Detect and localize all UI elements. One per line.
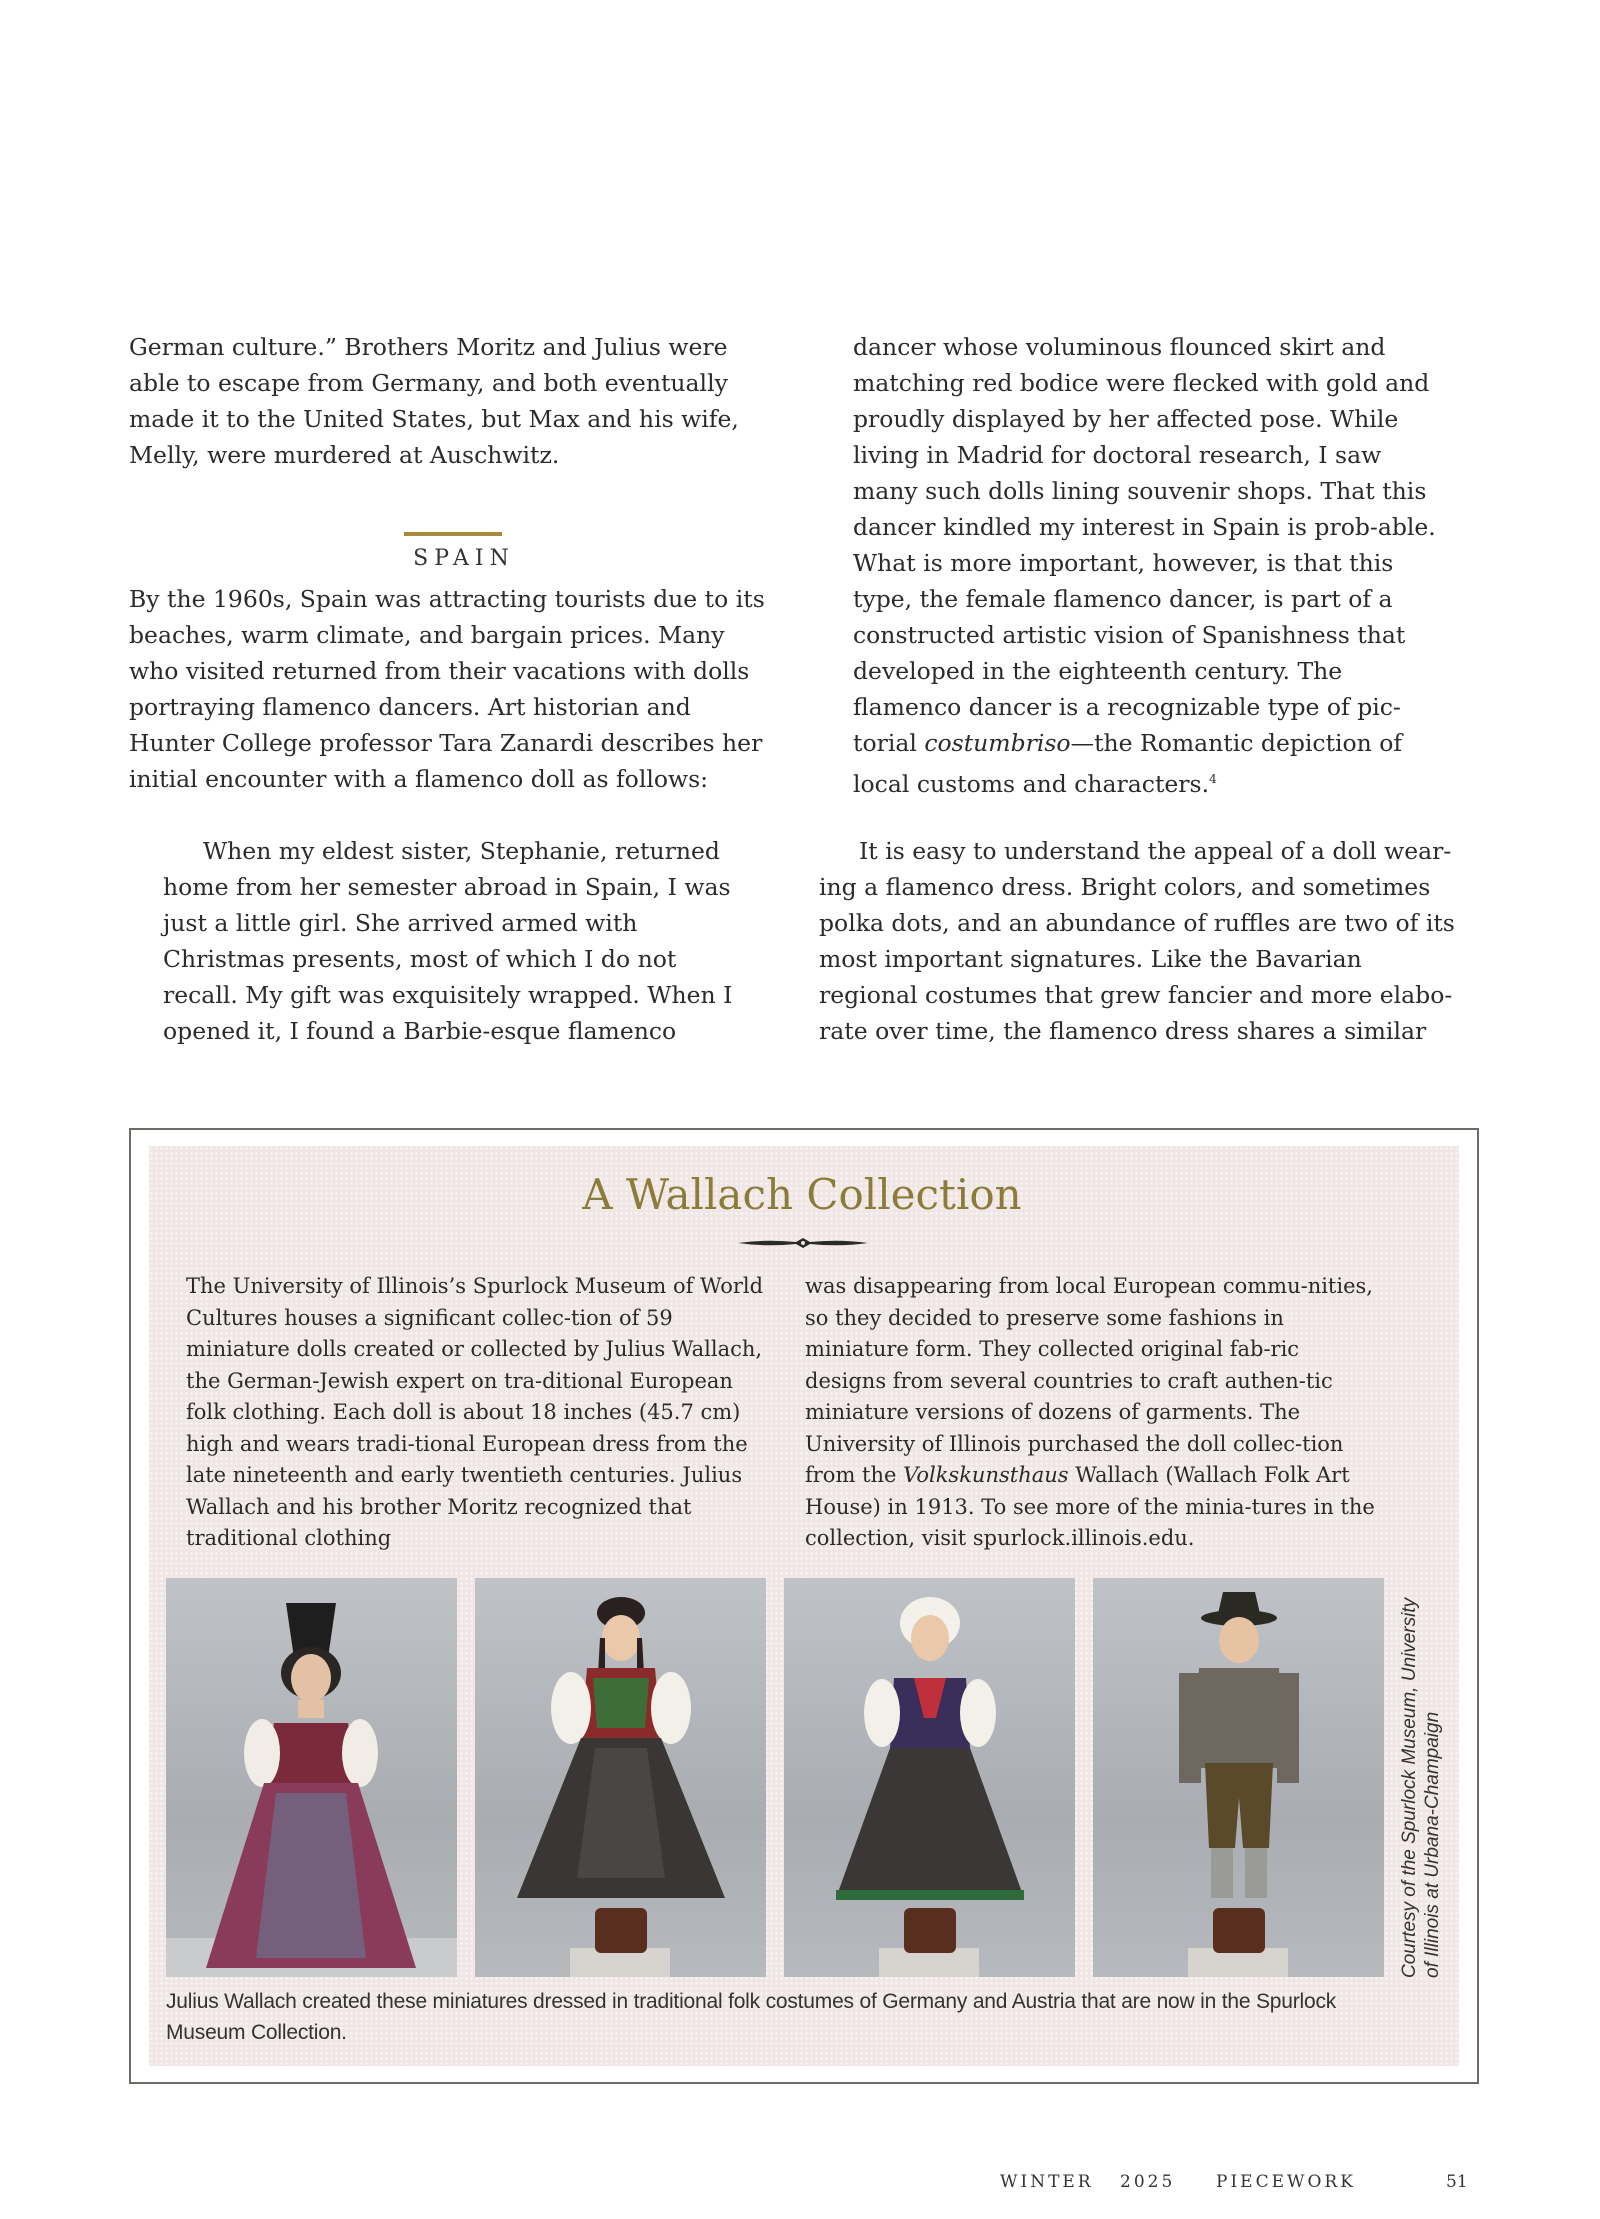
ornament-divider-icon (736, 1236, 870, 1250)
block-quote (163, 833, 743, 1049)
photo-caption: Julius Wallach created these miniatures dressed in traditional folk costumes of Germany and Austria that are now in the Spurlock Museum Collection. (166, 1990, 1337, 2044)
photo-credit (1398, 1598, 1444, 1978)
doll-figure-1-icon (166, 1578, 457, 1977)
quote-zanardi: When my eldest sister, Stephanie, returned home from her semester abroad in Spain, I was just a little girl. She arrived armed with Christmas presents, most of which I do not recall. My gift was exquisitely wrapped. When I opened it, I found a Barbie-esque flamenco (163, 837, 733, 1045)
footer-magazine: PIECEWORK (1216, 2172, 1356, 2192)
photo-credit-line1: Courtesy of the Spurlock Museum, University (1399, 1597, 1420, 1978)
section-heading-spain: SPAIN (413, 546, 515, 571)
doll-figure-4-icon (1093, 1578, 1384, 1977)
quote-italic-term: costumbriso (924, 729, 1071, 757)
doll-figure-3-icon (784, 1578, 1075, 1977)
paragraph-german-culture: German culture.” Brothers Moritz and Julius were able to escape from Germany, and both eventually made it to the United States, but Max and his wife, Melly, were murdered at Auschwitz. (129, 333, 739, 469)
right-column-flamenco (819, 833, 1459, 1049)
quote-continued-text: dancer whose voluminous flounced skirt and matching red bodice were flecked with gold and proudly displayed by her affected pose. While living in Madrid for doctoral research, I saw many such dolls lining souvenir shops. That this dancer kindled my interest in Spain is prob-able. What is more important, however, is that this type, the female flamenco dancer, is part of a constructed artistic vision of Spanishness that developed in the eighteenth century. The flamenco dancer is a recognizable type of pic-torial (853, 333, 1436, 757)
doll-photo-2 (475, 1578, 766, 1977)
section-rule (404, 532, 502, 536)
footer-year: 2025 (1120, 2172, 1176, 2192)
doll-photo-4 (1093, 1578, 1384, 1977)
left-column-spain (129, 581, 769, 797)
sidebar-title: A Wallach Collection (582, 1170, 1022, 1219)
paragraph-flamenco-appeal: It is easy to understand the appeal of a doll wear-ing a flamenco dress. Bright colors, and sometimes polka dots, and an abundance of ruffles are two of its most important signatures. Like the Bavarian regional costumes that grew fancier and more elabo-rate over time, the flamenco dress shares a similar (819, 837, 1455, 1045)
sidebar-paragraph-preserve (805, 1271, 1375, 1555)
sidebar-right-text-a: was disappearing from local European commu-nities, so they decided to preserve some fashions in miniature form. They collected original fab-ric designs from several countries to craft authen-tic miniature versions of dozens of garments. The University of Illinois purchased the doll collec-tion from the (805, 1274, 1373, 1487)
doll-photo-3 (784, 1578, 1075, 1977)
right-column-quote (853, 329, 1453, 802)
quote-continued (853, 329, 1453, 802)
quote-continued-end: —the Romantic depiction of local customs and characters. (853, 729, 1403, 798)
doll-figure-2-icon (475, 1578, 766, 1977)
footer-season: WINTER (1000, 2172, 1094, 2192)
left-column (129, 329, 754, 473)
sidebar-right-text (805, 1271, 1375, 1555)
sidebar-left-text (186, 1271, 766, 1555)
page-number: 51 (1446, 2172, 1468, 2192)
sidebar-italic-term: Volkskunsthaus (903, 1463, 1069, 1487)
photo-credit-line2: of Illinois at Urbana-Champaign (1422, 1711, 1443, 1978)
sidebar-right-text-b: Wallach (Wallach Folk Art House) in 1913. To see more of the minia-tures in the collection, visit spurlock.illinois.edu. (805, 1463, 1375, 1550)
paragraph-spain-tourism: By the 1960s, Spain was attracting tourists due to its beaches, warm climate, and bargain prices. Many who visited returned from their vacations with dolls portraying flamenco dancers. Art historian and Hunter College professor Tara Zanardi describes her initial encounter with a flamenco doll as follows: (129, 585, 765, 793)
doll-photo-1 (166, 1578, 457, 1977)
footnote-marker: 4 (1209, 772, 1217, 786)
sidebar-paragraph-spurlock: The University of Illinois’s Spurlock Museum of World Cultures houses a significant collec-tion of 59 miniature dolls created or collected by Julius Wallach, the German-Jewish expert on tra-ditional European folk clothing. Each doll is about 18 inches (45.7 cm) high and wears tradi-tional European dress from the late nineteenth and early twentieth centuries. Julius Wallach and his brother Moritz recognized that traditional clothing (186, 1274, 764, 1550)
